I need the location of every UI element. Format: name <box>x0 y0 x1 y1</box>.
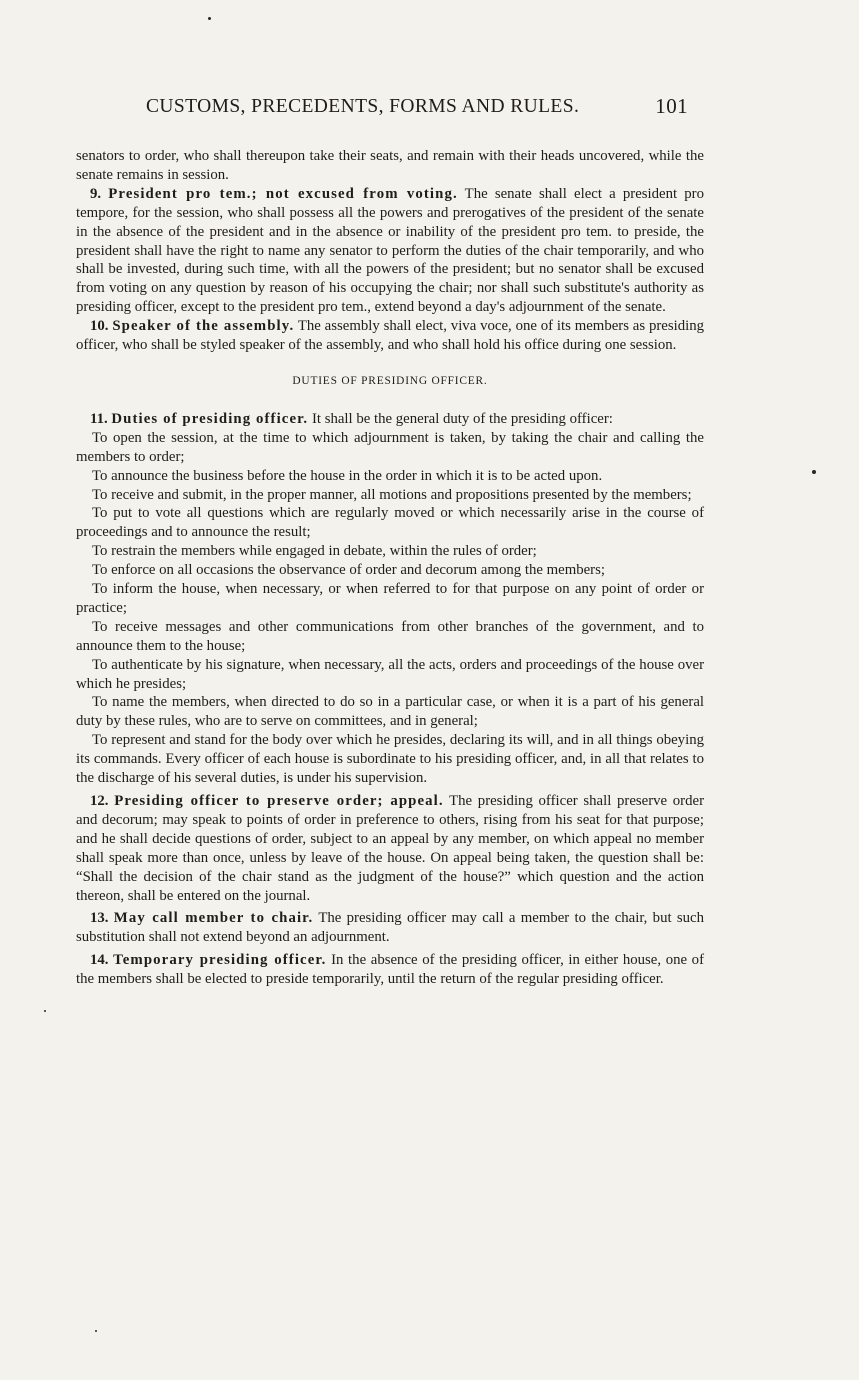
rule-text: The assembly shall elect, viva voce, one of its members as presiding officer, who shall be styled speaker of the assembly, and who shall hold his office during one session. <box>76 318 705 354</box>
rule-title: Presiding officer to preserve order; appeal. <box>114 793 444 809</box>
rule-text: The presiding officer shall preserve order and decorum; may speak to points of order in preference to others, rising from his seat for that purpose; and he shall decide questions of order, subject to an appeal by any member, on which appeal no member shall speak more than once, unless by leave of the house. On appeal being taken, the question shall be: “Shall the decision of the chair stand as the judgment of the house?” which question and the action thereon, shall be entered on the journal. <box>76 793 705 904</box>
rule-number: 14. <box>90 952 109 969</box>
section-heading: DUTIES OF PRESIDING OFFICER. <box>292 374 488 387</box>
print-speck <box>44 1010 46 1012</box>
rule-title: Temporary presiding officer. <box>113 952 327 969</box>
page-number: 101 <box>655 94 688 118</box>
document-page <box>76 96 704 989</box>
duty-item: To receive and submit, in the proper manner, all motions and propositions presented by the members; <box>92 486 692 503</box>
duty-item: To restrain the members while engaged in debate, within the rules of order; <box>92 543 537 560</box>
duty-item: To represent and stand for the body over which he presides, declaring its will, and in all things obeying its commands. Every officer of each house is subordinate to his presiding officer, and, in all that relates to the discharge of his several duties, is under his supervision. <box>76 732 704 787</box>
rule-number: 11. <box>90 410 108 427</box>
rule-text: The presiding officer may call a member to the chair, but such substitution shall not extend beyond an adjournment. <box>76 910 704 946</box>
rule-title: Duties of presiding officer. <box>111 410 309 427</box>
rule-number: 10. <box>90 318 109 335</box>
rule-11 <box>76 410 704 429</box>
rule-number: 13. <box>90 910 109 927</box>
rule-13 <box>76 909 704 947</box>
rule-text: In the absence of the presiding officer, in either house, one of the members shall be elected to preside temporarily, until the return of the regular presiding officer. <box>76 952 705 988</box>
duty-item: To receive messages and other communications from other branches of the government, and to announce them to the house; <box>76 618 704 654</box>
duty-item: To authenticate by his signature, when necessary, all the acts, orders and proceedings of the house over which he presides; <box>76 656 704 692</box>
continuation-paragraph: senators to order, who shall thereupon take their seats, and remain with their heads uncovered, while the senate remains in session. <box>76 148 704 183</box>
rule-9 <box>76 185 704 317</box>
duty-item: To put to vote all questions which are regularly moved or which necessarily arise in the course of proceedings and to announce the result; <box>76 505 704 541</box>
print-speck <box>95 1330 97 1332</box>
rule-number: 12. <box>90 793 109 809</box>
rule-number: 9. <box>90 185 102 202</box>
print-speck <box>812 470 816 474</box>
duty-item: To open the session, at the time to which adjournment is taken, by taking the chair and calling the members to order; <box>76 429 704 465</box>
rule-title: President pro tem.; not excused from voting. <box>108 185 458 202</box>
rule-title: May call member to chair. <box>113 910 314 927</box>
rule-text: It shall be the general duty of the presiding officer: <box>311 410 613 427</box>
rule-12 <box>76 792 704 905</box>
duty-item: To enforce on all occasions the observance of order and decorum among the members; <box>92 562 605 579</box>
duty-item: To announce the business before the house in the order in which it is to be acted upon. <box>92 467 603 484</box>
duty-item: To inform the house, when necessary, or when referred to for that purpose on any point of order or practice; <box>76 581 704 616</box>
running-title: CUSTOMS, PRECEDENTS, FORMS AND RULES. <box>146 96 580 117</box>
running-head <box>76 96 704 126</box>
rule-10 <box>76 317 704 355</box>
print-speck <box>208 17 211 20</box>
body-text <box>76 147 704 989</box>
rule-14 <box>76 951 704 989</box>
rule-text: The senate shall elect a president pro tempore, for the session, who shall possess all the powers and prerogatives of the president of the senate in the absence of the president and in the absence or inability of the president pro tem. to preside, the president shall have the right to name any senator to perform the duties of the chair temporarily, and who shall be invested, during such time, with all the powers of the president; but no senator shall be excused from voting on any question by reason of his occupying the chair; nor shall such substitute's authority as presiding officer, except to the president pro tem., extend beyond a day's adjournment of the senate. <box>76 185 705 316</box>
rule-title: Speaker of the assembly. <box>112 318 295 335</box>
duty-item: To name the members, when directed to do so in a particular case, or when it is a part of his general duty by these rules, who are to serve on committees, and in general; <box>76 694 704 730</box>
